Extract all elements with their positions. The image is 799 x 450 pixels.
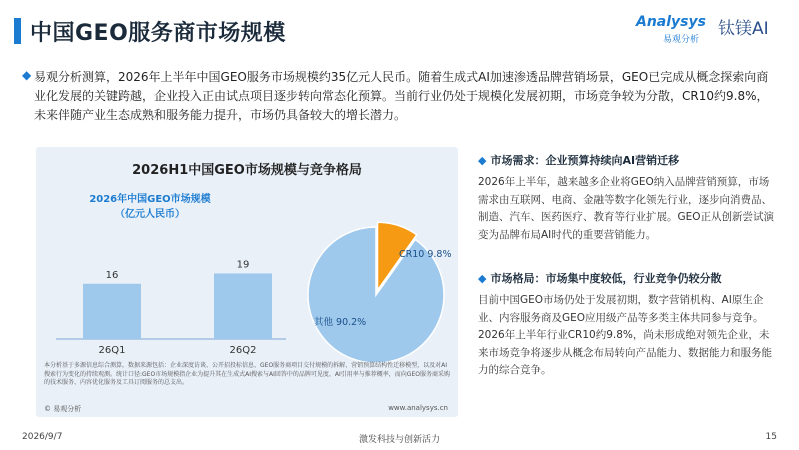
- chart-title: 2026H1中国GEO市场规模与竞争格局: [132, 163, 362, 178]
- section-heading-text: 市场需求：企业预算持续向AI营销迁移: [490, 154, 680, 167]
- chart-source: © 易观分析: [44, 405, 82, 413]
- partner-logo: 钛镁AI: [718, 19, 769, 39]
- pie-label-other: 其他 90.2%: [314, 317, 367, 328]
- bar-legend-line2: （亿元人民币）: [115, 209, 185, 220]
- section-market-demand: [478, 152, 778, 244]
- chart-panel: [36, 147, 458, 417]
- bar-category-label: 26Q2: [229, 345, 257, 356]
- section-heading: [478, 270, 778, 286]
- bullet-icon: ◆: [478, 154, 487, 167]
- bar-26Q2: [214, 273, 272, 339]
- bar-legend-line1: 2026年中国GEO市场规模: [89, 194, 211, 205]
- bar-category-label: 26Q1: [98, 345, 126, 356]
- bar-26Q1: [83, 284, 141, 339]
- pie-slice-其他: [308, 227, 444, 362]
- section-heading: [478, 152, 778, 168]
- page-title: 中国GEO服务商市场规模: [30, 21, 286, 46]
- section-heading-text: 市场格局：市场集中度较低，行业竞争仍较分散: [490, 272, 722, 285]
- chart-url: www.analysys.cn: [388, 404, 448, 412]
- bar-value-label: 19: [236, 259, 250, 271]
- bullet-icon: ◆: [478, 272, 487, 285]
- chart-svg: [36, 147, 458, 362]
- analysys-logo-sub: 易观分析: [663, 35, 700, 45]
- page-number: 15: [765, 432, 777, 442]
- footer-slogan: 激发科技与创新活力: [358, 435, 440, 445]
- section-body: 目前中国GEO市场仍处于发展初期，数字营销机构、AI原生企业、内容服务商及GEO应用级产品等多类主体共同参与竞争。2026年上半年行业CR10约9.8%，尚未形成绝对领先企业，未来市场竞争将逐步从概念布局转向产品能力、数据能力和服务能力的综合竞争。: [478, 294, 772, 376]
- section-market-structure: [478, 270, 778, 380]
- footer-date: 2026/9/7: [22, 432, 63, 442]
- analysys-logo: Analysys: [636, 14, 706, 30]
- bar-value-label: 16: [105, 269, 119, 281]
- pie-label-cr10: CR10 9.8%: [399, 249, 452, 260]
- chart-notes: 本分析基于多源信息综合测算，数据来源包括：企业深度访谈、公开招投标信息、GEO服务商项目交付规模的拆解、营销预算结构性迁移模型，以及对AI搜索行为变化的持续观测。统计口径:GEO市场规模指企业为提升其在生成式AI搜索与AI回答中的品牌可见度、AI引用率与推荐概率，而向GEO服务商采购的技术服务、内容优化服务及工具订阅服务的总支出。: [44, 362, 450, 386]
- section-body: 2026年上半年，越来越多企业将GEO纳入品牌营销预算，市场需求由互联网、电商、金融等数字化领先行业，逐步向消费品、制造、汽车、医药医疗、教育等行业扩展。GEO正从创新尝试演变为品牌布局AI时代的重要营销能力。: [478, 176, 775, 241]
- intro-paragraph: 易观分析测算，2026年上半年中国GEO服务市场规模约35亿元人民币。随着生成式AI加速渗透品牌营销场景，GEO已完成从概念探索向商业化发展的关键跨越，企业投入正由试点项目逐步转向常态化预算。当前行业仍处于规模化发展初期，市场竞争较为分散，CR10约9.8%，未来伴随产业生态成熟和服务能力提升，市场仍具备较大的增长潜力。: [34, 70, 769, 122]
- intro-bullet-icon: ◆: [22, 68, 32, 82]
- title-accent-bar: [14, 18, 21, 44]
